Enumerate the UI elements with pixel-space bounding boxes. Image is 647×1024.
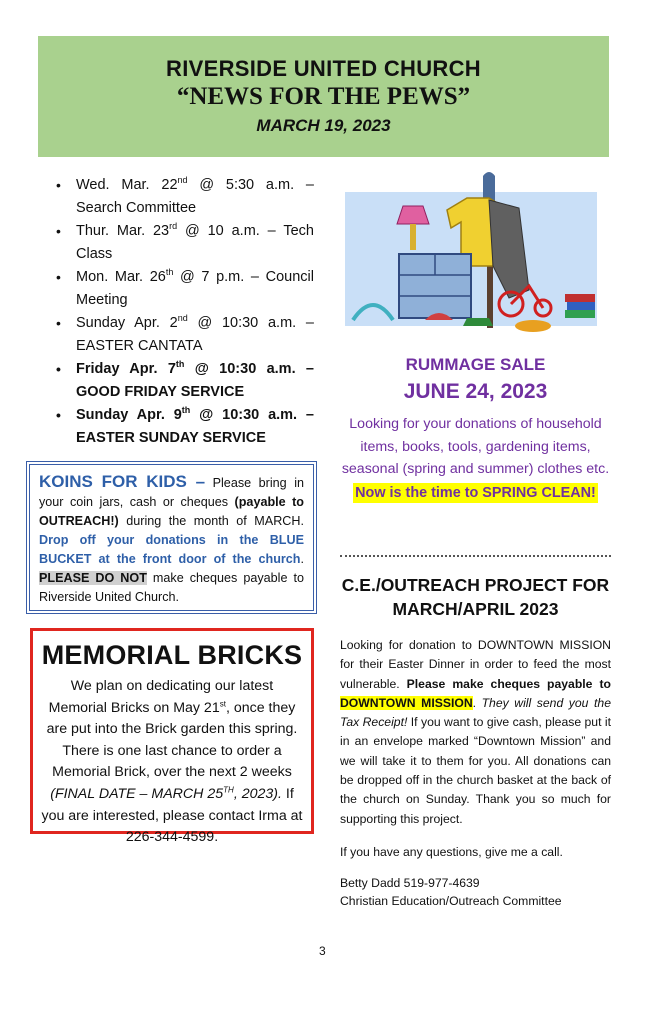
koins-title: KOINS FOR KIDS – [39, 472, 206, 491]
ce-outreach-section [340, 573, 611, 910]
rummage-highlight: Now is the time to SPRING CLEAN! [355, 484, 596, 501]
books-icon [565, 294, 595, 302]
koins-for-kids-box: KOINS FOR KIDS – Please bring in your coin jars, cash or cheques (payable to OUTREACH!) during the month of MARCH. Drop off your donations in the BLUE BUCKET at the front door of the church. PLEASE DO NOT make cheques payable to Riverside United Church. [26, 461, 317, 614]
event-item: • Wed. Mar. 22nd @ 5:30 a.m. – Search Committee [52, 174, 314, 219]
event-item: • Sunday Apr. 2nd @ 10:30 a.m. – EASTER CANTATA [52, 312, 314, 357]
event-item: • Thur. Mar. 23rd @ 10 a.m. – Tech Class [52, 220, 314, 265]
newsletter-title: “NEWS FOR THE PEWS” [176, 83, 471, 110]
page-number: 3 [319, 944, 326, 958]
church-name: RIVERSIDE UNITED CHURCH [166, 56, 481, 81]
ce-questions: If you have any questions, give me a call. [340, 844, 563, 859]
rummage-sale-section [340, 354, 611, 503]
ce-signature: Betty Dadd 519-977-4639 Christian Education/Outreach Committee [340, 875, 562, 908]
rummage-body: Looking for your donations of household items, books, tools, gardening items, seasonal (spring and summer) clothes etc. [341, 416, 610, 477]
event-item: • Sunday Apr. 9th @ 10:30 a.m. – EASTER SUNDAY SERVICE [52, 404, 314, 449]
lamp-shade-icon [397, 206, 429, 224]
event-item: • Friday Apr. 7th @ 10:30 a.m. – GOOD FRIDAY SERVICE [52, 358, 314, 403]
teapot-icon [515, 320, 551, 332]
events-list [52, 174, 314, 450]
rummage-sale-illustration [343, 170, 601, 348]
lamp-base-icon [410, 224, 416, 250]
shoes-icon [463, 318, 493, 326]
newsletter-date: MARCH 19, 2023 [256, 116, 391, 135]
rummage-title: RUMMAGE SALE [405, 355, 546, 374]
section-divider [340, 555, 611, 557]
rummage-date: JUNE 24, 2023 [403, 380, 548, 403]
newsletter-header [38, 36, 609, 157]
memorial-bricks-title: MEMORIAL BRICKS [41, 640, 303, 670]
ce-body: Looking for donation to DOWNTOWN MISSION for their Easter Dinner in order to feed the most vulnerable. Please make cheques payable to DOWNTOWN MISSION. They will send you the Tax Receipt! If you want to give cash, please put it in an envelope marked “Downtown Mission” and we will take it to them for you. All donations can be dropped off in the church basket at the back of the church on Sunday. Thank you so much for supporting this project. [340, 638, 611, 826]
memorial-bricks-box [30, 628, 314, 846]
memorial-bricks-body: We plan on dedicating our latest Memorial Bricks on May 21st, once they are put into the Brick garden this spring. There is one last chance to order a Memorial Brick, over the next 2 weeks (FINAL DATE – MARCH 25TH, 2023). If you are interested, please contact Irma at 226-344-4599. [41, 678, 303, 846]
event-item: • Mon. Mar. 26th @ 7 p.m. – Council Meeting [52, 266, 314, 311]
ce-title: C.E./OUTREACH PROJECT FOR MARCH/APRIL 2023 [341, 575, 610, 619]
